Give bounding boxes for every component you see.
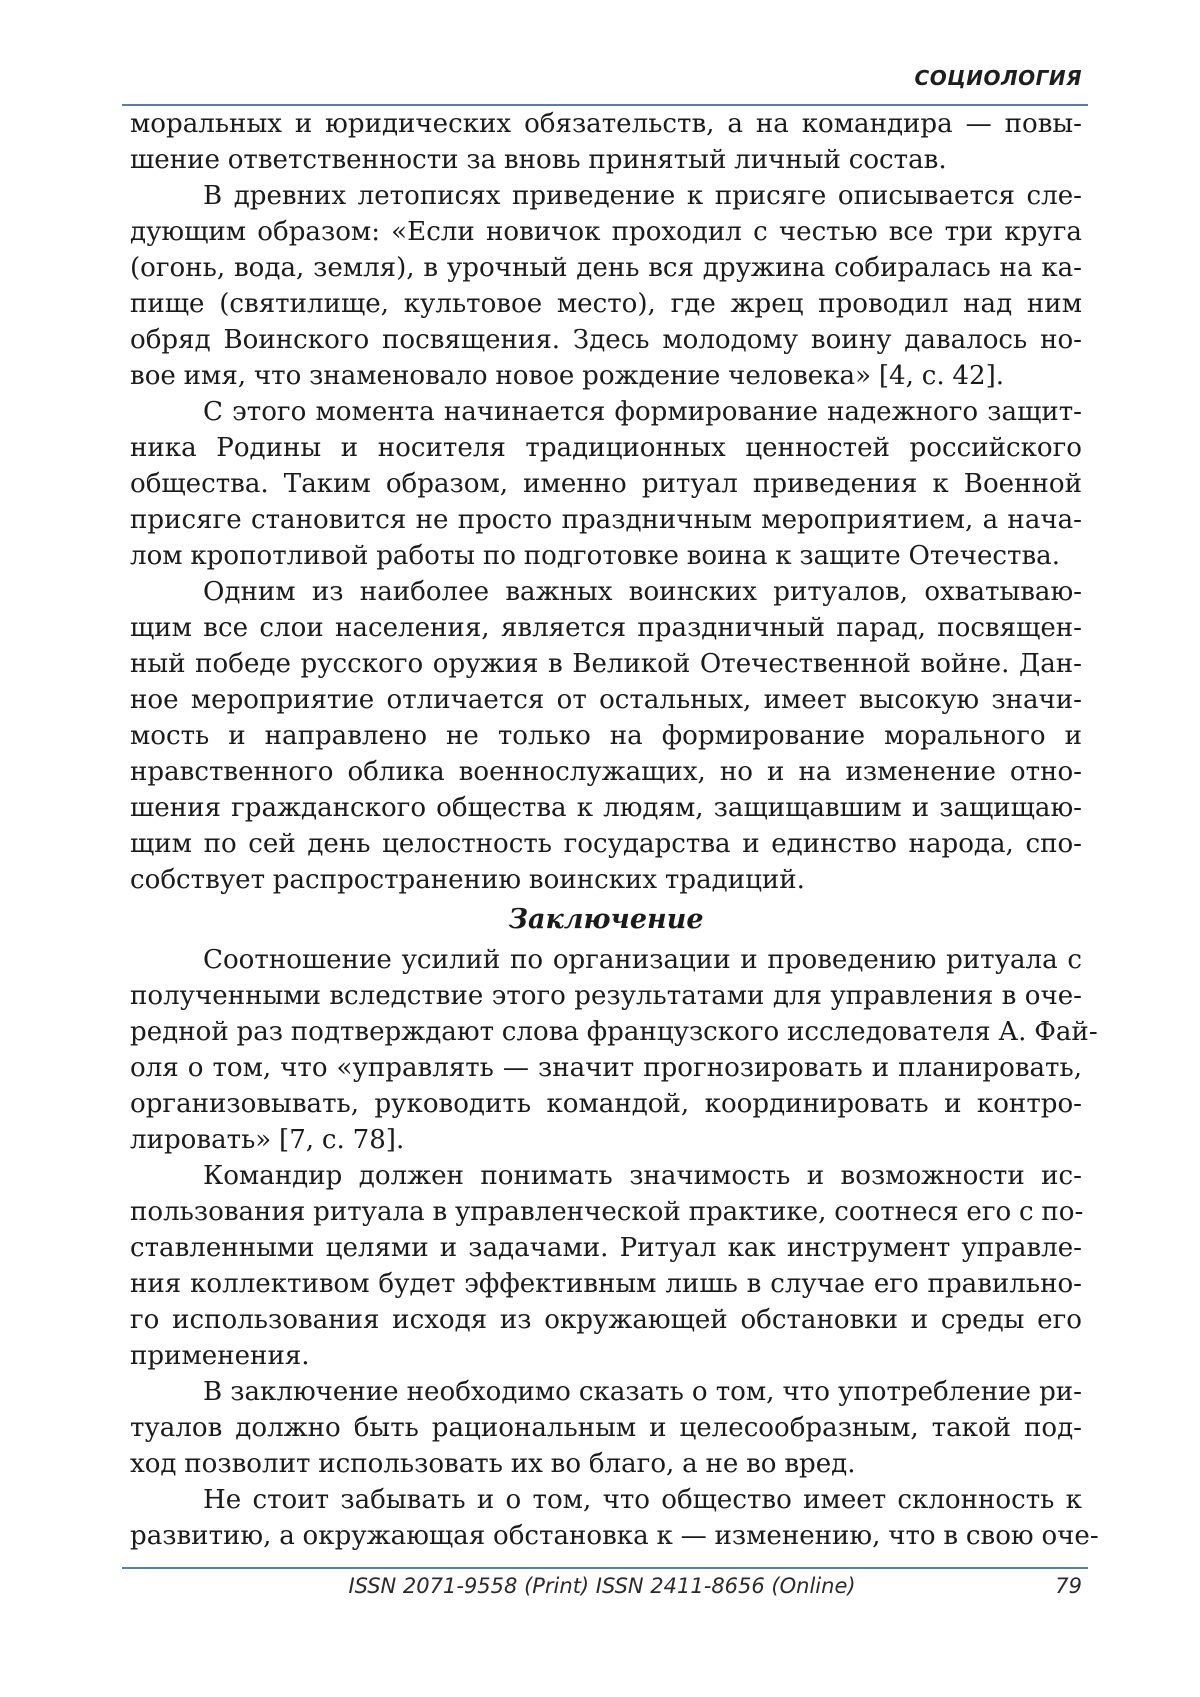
text-line: редной раз подтверждают слова французского исследователя А. Фай- (130, 1017, 1098, 1047)
running-head-section: СОЦИОЛОГИЯ (914, 66, 1082, 90)
text-line: моральных и юридических обязательств, а на командира — повы- (130, 109, 1082, 139)
text-line: мость и направлено не только на формирование морального и (130, 721, 1082, 751)
text-line: оля о том, что «управлять — значит прогнозировать и планировать, (130, 1053, 1082, 1083)
text-line: обряд Воинского посвящения. Здесь молодому воину давалось но- (130, 325, 1082, 355)
text-line: щим все слои населения, является праздничный парад, посвящен- (130, 613, 1082, 643)
text-line: щим по сей день целостность государства и единство народа, спо- (130, 829, 1082, 859)
text-line: туалов должно быть рациональным и целесообразным, такой под- (130, 1413, 1082, 1443)
paragraph (130, 1374, 1082, 1482)
paragraph (130, 1482, 1099, 1554)
text-line: нравственного облика военнослужащих, но и на изменение отно- (130, 757, 1082, 787)
text-line: Соотношение усилий по организации и проведению ритуала с (203, 945, 1082, 975)
text-line: го использования исходя из окружающей обстановки и среды его (130, 1305, 1082, 1335)
text-line: собствует распространению воинских традиций. (130, 865, 805, 895)
text-line: В древних летописях приведение к присяге описывается сле- (203, 181, 1082, 211)
text-line: Не стоит забывать и о том, что общество имеет склонность к (203, 1485, 1082, 1515)
paragraph (130, 1158, 1082, 1374)
text-line: шения гражданского общества к людям, защищавшим и защищаю- (130, 793, 1082, 823)
text-line: ное мероприятие отличается от остальных, имеет высокую значи- (130, 685, 1082, 715)
paragraph (130, 394, 1082, 574)
paragraph (130, 942, 1098, 1158)
text-line: шение ответственности за вновь принятый личный состав. (130, 145, 947, 175)
conclusion-paragraphs (130, 942, 1099, 1554)
text-line: Одним из наиболее важных воинских ритуалов, охватываю- (203, 577, 1082, 607)
text-line: организовывать, руководить командой, координировать и контро- (130, 1089, 1082, 1119)
footer-rule (122, 1567, 1088, 1569)
text-line: присяге становится не просто праздничным мероприятием, а нача- (130, 505, 1082, 535)
issn-line: ISSN 2071-9558 (Print) ISSN 2411-8656 (Online) (348, 1574, 856, 1598)
footer (122, 1574, 1082, 1608)
text-line: лом кропотливой работы по подготовке воина к защите Отечества. (130, 541, 1060, 571)
text-line: полученными вследствие этого результатами для управления в оче- (130, 981, 1082, 1011)
text-line: ный победе русского оружия в Великой Отечественной войне. Дан- (130, 649, 1082, 679)
text-line: В заключение необходимо сказать о том, что употребление ри- (203, 1377, 1082, 1407)
text-line: ход позволит использовать их во благо, а не во вред. (130, 1449, 856, 1479)
body-paragraphs (130, 106, 1082, 898)
text-line: лировать» [7, с. 78]. (130, 1125, 405, 1155)
text-line: С этого момента начинается формирование надежного защит- (203, 397, 1082, 427)
page-number: 79 (1055, 1574, 1082, 1598)
text-line: пользования ритуала в управленческой практике, соотнеся его с по- (130, 1197, 1084, 1227)
text-line: (огонь, вода, земля), в урочный день вся дружина собиралась на ка- (130, 253, 1082, 283)
text-line: пище (святилище, культовое место), где жрец проводил над ним (130, 289, 1082, 319)
text-line: дующим образом: «Если новичок проходил с честью все три круга (130, 217, 1082, 247)
text-line: ставленными целями и задачами. Ритуал как инструмент управле- (130, 1233, 1082, 1263)
text-line: ния коллективом будет эффективным лишь в случае его правильно- (130, 1269, 1082, 1299)
text-line: развитию, а окружающая обстановка к — изменению, что в свою оче- (130, 1521, 1099, 1551)
article-body (130, 106, 1099, 1554)
paragraph (130, 106, 1082, 178)
text-line: общества. Таким образом, именно ритуал приведения к Военной (130, 469, 1082, 499)
paragraph (130, 574, 1082, 898)
text-line: Командир должен понимать значимость и возможности ис- (203, 1161, 1082, 1191)
text-line: ника Родины и носителя традиционных ценностей российского (130, 433, 1082, 463)
text-line: применения. (130, 1341, 310, 1371)
paragraph (130, 178, 1082, 394)
section-title: Заключение (508, 904, 704, 935)
text-line: вое имя, что знаменовало новое рождение человека» [4, с. 42]. (130, 361, 1005, 391)
